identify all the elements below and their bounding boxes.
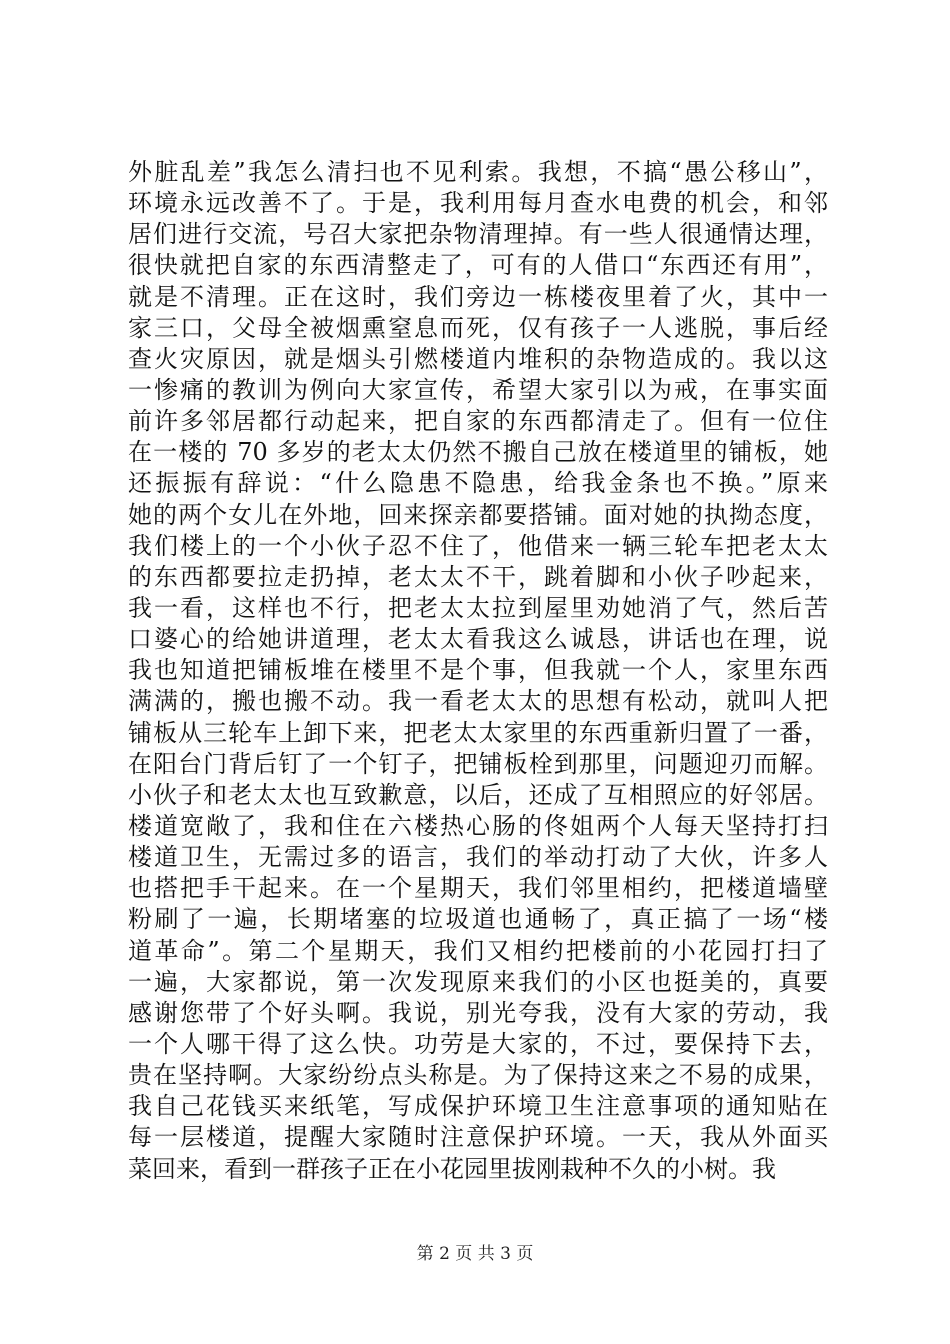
text-line: 一个人哪干得了这么快。功劳是大家的，不过，要保持下去，	[128, 1029, 828, 1058]
text-line: 居们进行交流，号召大家把杂物清理掉。有一些人很通情达理，	[128, 220, 828, 249]
text-line: 感谢您带了个好头啊。我说，别光夸我，没有大家的劳动，我	[128, 998, 828, 1027]
text-line: 前许多邻居都行动起来，把自家的东西都清走了。但有一位住	[128, 407, 828, 436]
text-line: 铺板从三轮车上卸下来，把老太太家里的东西重新归置了一番，	[128, 718, 828, 747]
text-line: 满满的，搬也搬不动。我一看老太太的思想有松动，就叫人把	[128, 687, 828, 716]
text-line: 楼道宽敞了，我和住在六楼热心肠的佟姐两个人每天坚持打扫	[128, 811, 828, 840]
text-line: 很快就把自家的东西清整走了，可有的人借口“东西还有用”，	[128, 251, 828, 280]
text-line: 菜回来，看到一群孩子正在小花园里拔刚栽种不久的小树。我	[128, 1154, 776, 1183]
text-line: 我们楼上的一个小伙子忍不住了，他借来一辆三轮车把老太太	[128, 531, 828, 560]
text-line: 我也知道把铺板堆在楼里不是个事，但我就一个人，家里东西	[128, 656, 828, 685]
text-line: 在阳台门背后钉了一个钉子，把铺板栓到那里，问题迎刃而解。	[128, 749, 828, 778]
text-line: 一遍，大家都说，第一次发现原来我们的小区也挺美的，真要	[128, 967, 828, 996]
text-line: 每一层楼道，提醒大家随时注意保护环境。一天，我从外面买	[128, 1123, 828, 1152]
text-line: 她的两个女儿在外地，回来探亲都要搭铺。面对她的执拗态度，	[128, 500, 828, 529]
text-line: 环境永远改善不了。于是，我利用每月查水电费的机会，和邻	[128, 189, 828, 218]
body-text	[128, 157, 828, 1185]
text-line: 家三口，父母全被烟熏窒息而死，仅有孩子一人逃脱，事后经	[128, 313, 828, 342]
text-line: 的东西都要拉走扔掉，老太太不干，跳着脚和小伙子吵起来，	[128, 562, 828, 591]
text-line: 小伙子和老太太也互致歉意，以后，还成了互相照应的好邻居。	[128, 780, 828, 809]
text-line: 贵在坚持啊。大家纷纷点头称是。为了保持这来之不易的成果，	[128, 1061, 828, 1090]
text-line: 粉刷了一遍，长期堵塞的垃圾道也通畅了，真正搞了一场“楼	[128, 905, 828, 934]
text-line: 还振振有辞说：“什么隐患不隐患，给我金条也不换。”原来	[128, 469, 828, 498]
text-line: 楼道卫生，无需过多的语言，我们的举动打动了大伙，许多人	[128, 843, 828, 872]
text-line: 也搭把手干起来。在一个星期天，我们邻里相约，把楼道墙壁	[128, 874, 828, 903]
page-number-footer: 第 2 页 共 3 页	[416, 1244, 534, 1264]
text-line: 口婆心的给她讲道理，老太太看我这么诚恳，讲话也在理，说	[128, 625, 828, 654]
text-line: 一惨痛的教训为例向大家宣传，希望大家引以为戒，在事实面	[128, 375, 828, 404]
text-line: 在一楼的 70 多岁的老太太仍然不搬自己放在楼道里的铺板，她	[128, 438, 828, 467]
text-line: 道革命”。第二个星期天，我们又相约把楼前的小花园打扫了	[128, 936, 828, 965]
text-line: 我一看，这样也不行，把老太太拉到屋里劝她消了气，然后苦	[128, 593, 828, 622]
text-line: 就是不清理。正在这时，我们旁边一栋楼夜里着了火，其中一	[128, 282, 828, 311]
text-line: 我自己花钱买来纸笔，写成保护环境卫生注意事项的通知贴在	[128, 1092, 828, 1121]
text-line: 外脏乱差”我怎么清扫也不见利索。我想，不搞“愚公移山”，	[128, 158, 828, 186]
text-line: 查火灾原因，就是烟头引燃楼道内堆积的杂物造成的。我以这	[128, 344, 828, 373]
